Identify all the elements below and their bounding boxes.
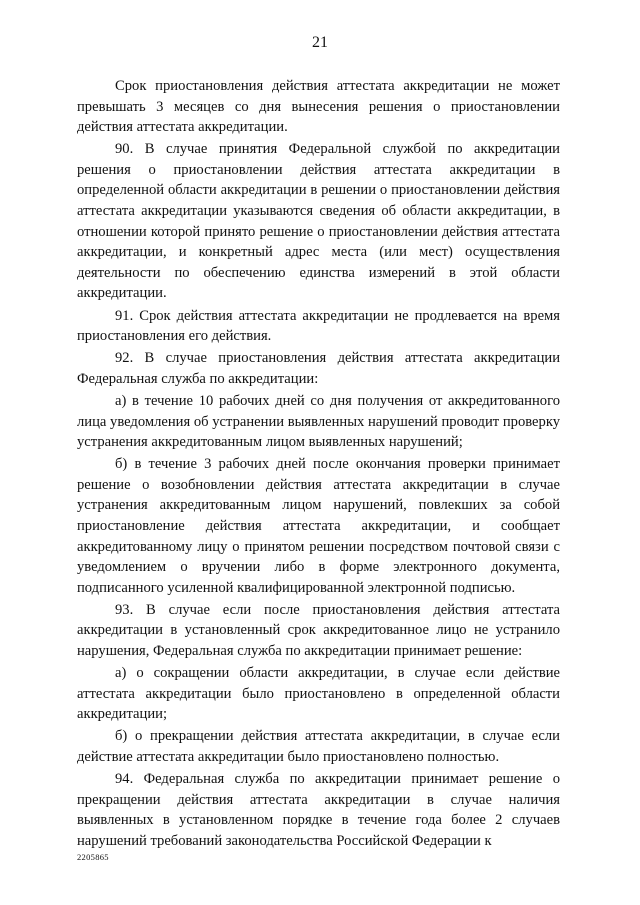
paragraph-91: 91. Срок действия аттестата аккредитации не продлевается на время приостановления его действия.: [77, 307, 560, 345]
document-code: 2205865: [77, 852, 109, 862]
page-number: 21: [312, 34, 328, 51]
paragraph-92-a: а) в течение 10 рабочих дней со дня получения от аккредитованного лица уведомления об устранении выявленных нарушений проводит проверку устранения аккредитованным лицом выявленных нарушений;: [77, 392, 560, 451]
paragraph-90: 90. В случае принятия Федеральной службой по аккредитации решения о приостановлении действия аттестата аккредитации в определенной области аккредитации в решении о приостановлении действия аттестата аккредитации указываются сведения об области аккредитации, в отношении которой принято решение о приостановлении действия аттестата аккредитации, и конкретный адрес места (или мест) осуществления деятельности по обеспечению единства измерений в этой области аккредитации.: [77, 141, 560, 302]
document-body: [77, 76, 560, 851]
paragraph-93-a: а) о сокращении области аккредитации, в случае если действие аттестата аккредитации было приостановлено в определенной области аккредитации;: [77, 665, 560, 723]
paragraph-92-b: б) в течение 3 рабочих дней после окончания проверки принимает решение о возобновлении действия аттестата аккредитации в случае устранения аккредитованным лицом нарушений, повлекших за собой приостановление действия аттестата аккредитации, и сообщает аккредитованному лицу о принятом решении посредством почтовой связи с уведомлением о вручении либо в форме электронного документа, подписанного усиленной квалифицированной электронной подписью.: [77, 456, 560, 596]
paragraph-93-b: б) о прекращении действия аттестата аккредитации, в случае если действие аттестата аккредитации было приостановлено полностью.: [77, 728, 560, 765]
paragraph-suspension-term: Срок приостановления действия аттестата аккредитации не может превышать 3 месяцев со дня вынесения решения о приостановлении действия аттестата аккредитации.: [77, 78, 560, 136]
paragraph-92: 92. В случае приостановления действия аттестата аккредитации Федеральная служба по аккредитации:: [77, 350, 560, 387]
paragraph-93: 93. В случае если после приостановления действия аттестата аккредитации в установленный срок аккредитованное лицо не устранило нарушения, Федеральная служба по аккредитации принимает решение:: [77, 601, 560, 660]
paragraph-94: 94. Федеральная служба по аккредитации принимает решение о прекращении действия аттестата аккредитации в случае наличия выявленных в установленном порядке в течение года более 2 случаев нарушений требований законодательства Российской Федерации к: [77, 771, 560, 849]
